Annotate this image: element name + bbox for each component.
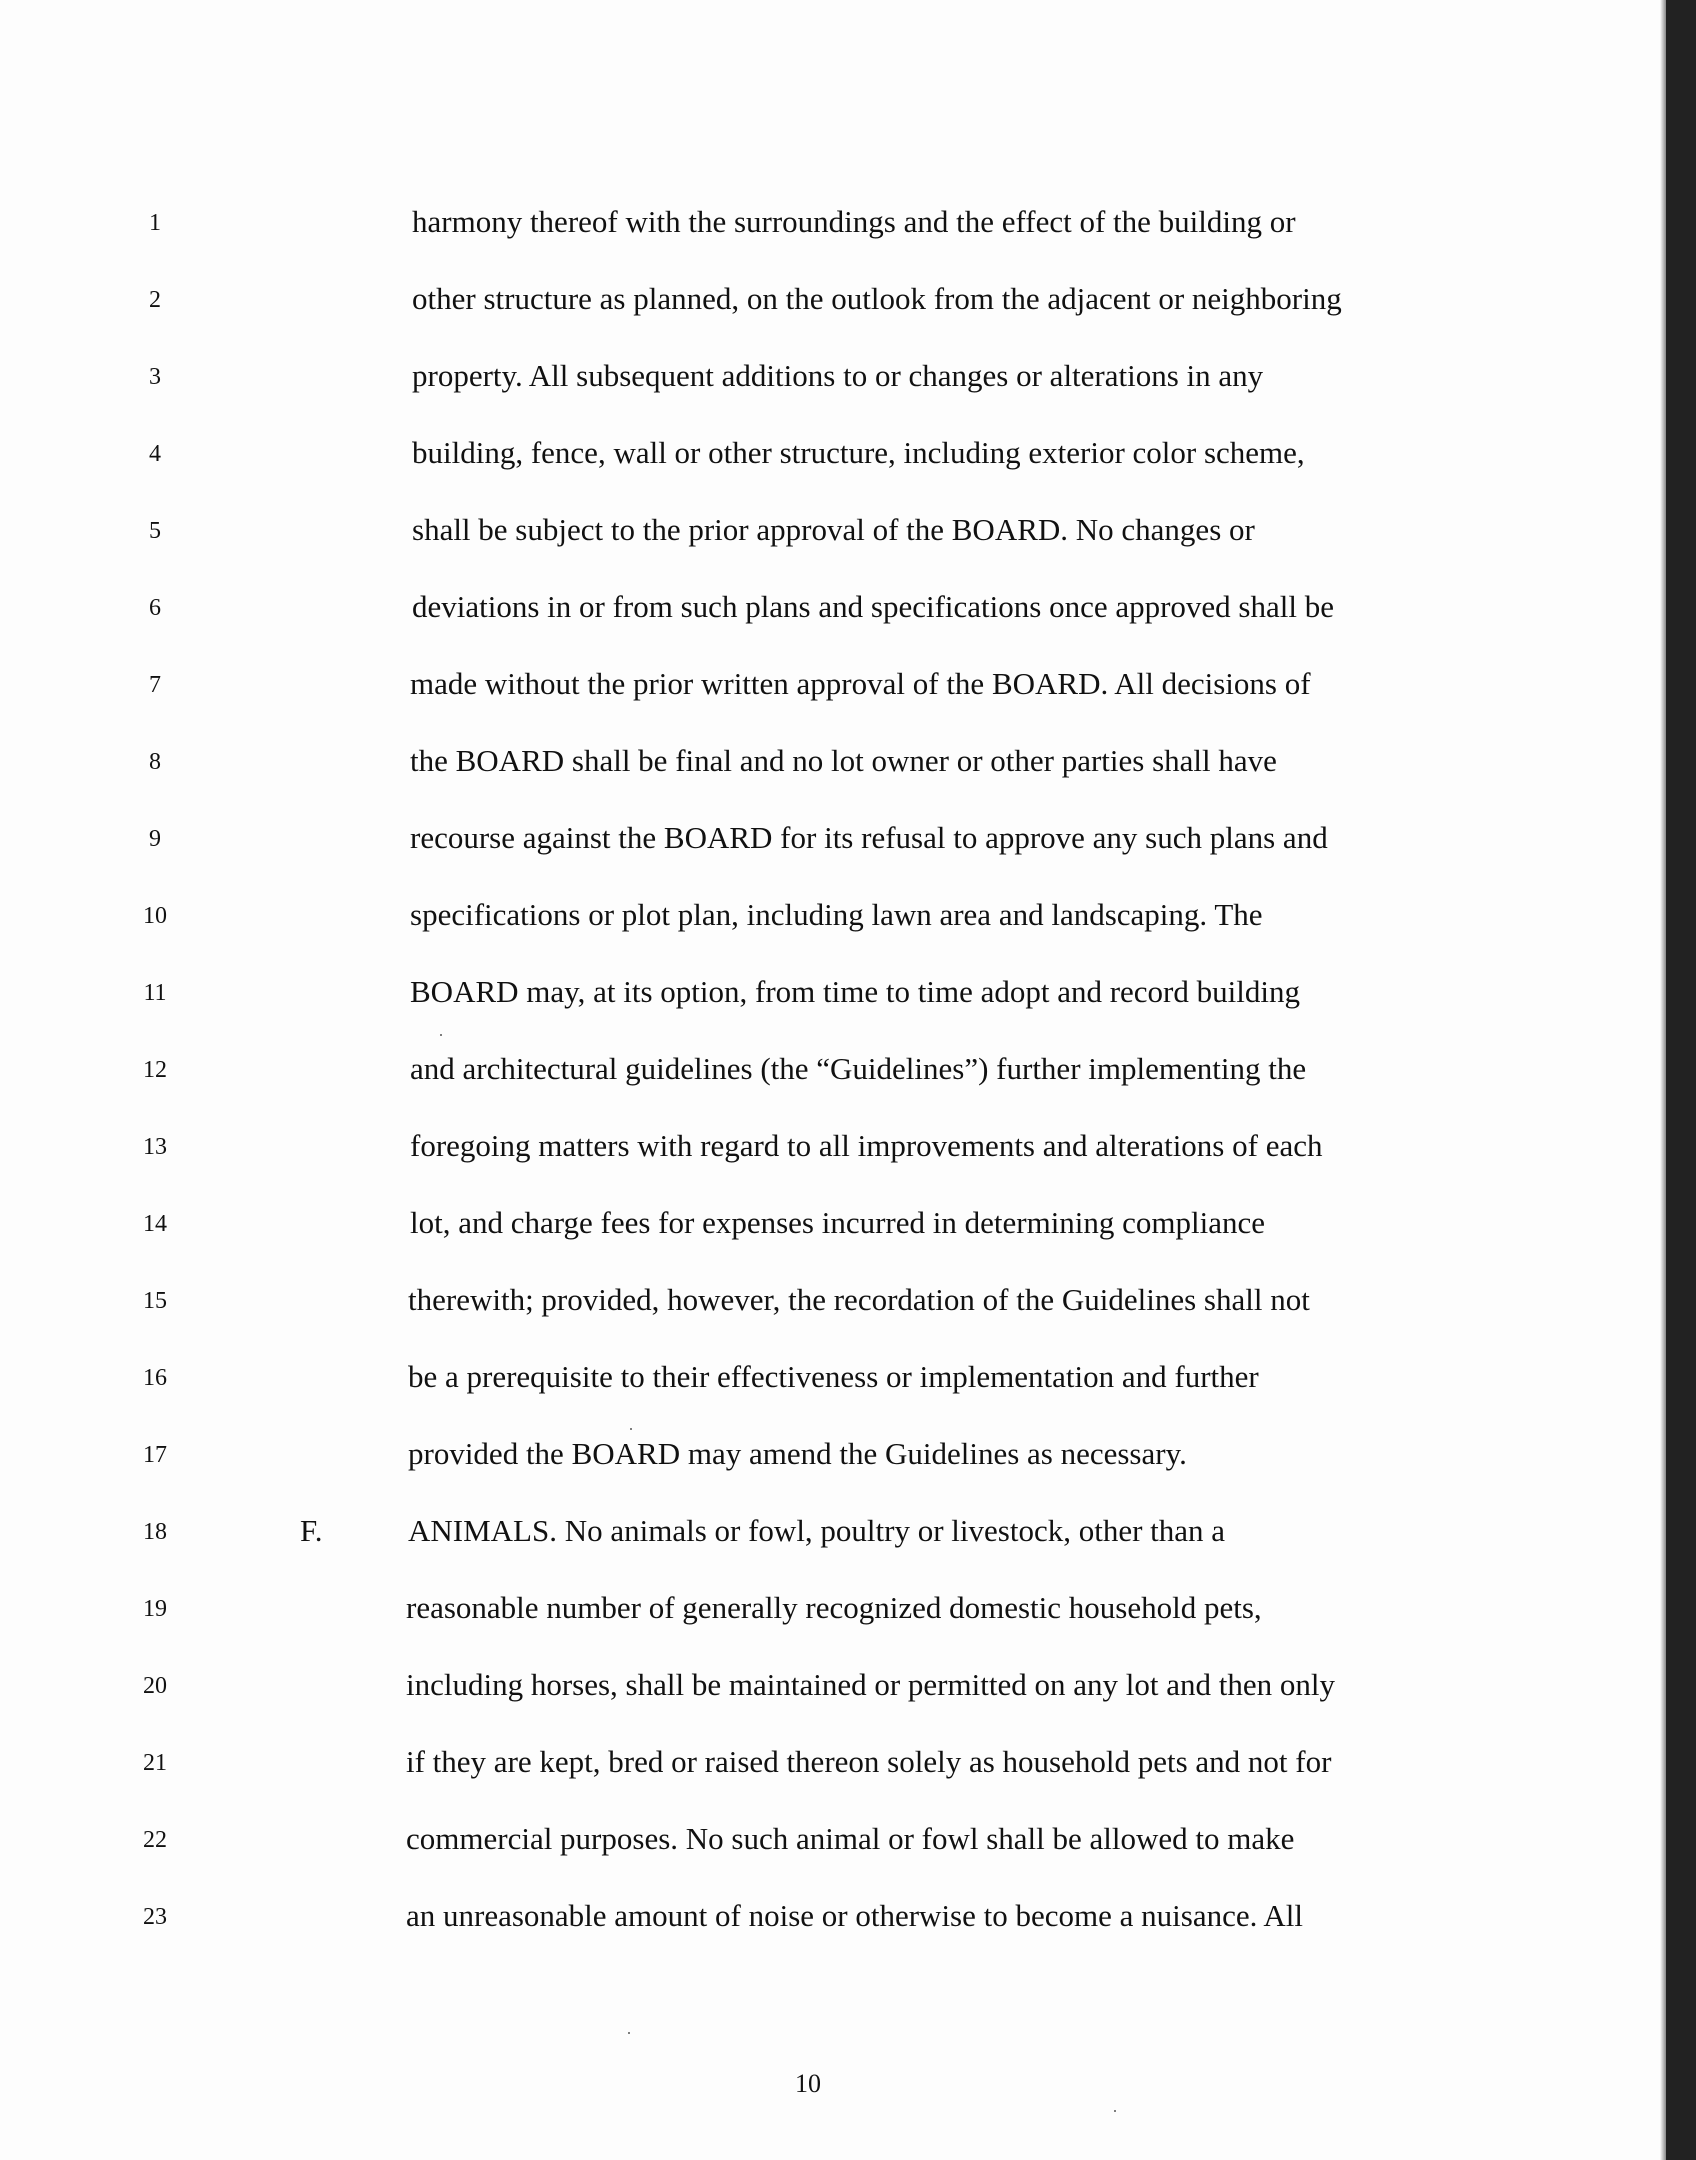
- document-line: [0, 968, 1620, 1045]
- line-number: 23: [143, 1904, 167, 1930]
- line-number: 8: [149, 749, 161, 775]
- line-text: property. All subsequent additions to or changes or alterations in any: [412, 358, 1264, 393]
- section-marker: F.: [300, 1513, 323, 1548]
- document-line: [0, 1584, 1620, 1661]
- line-number: 10: [143, 903, 167, 929]
- line-text: be a prerequisite to their effectiveness or implementation and further: [408, 1359, 1259, 1394]
- line-text: building, fence, wall or other structure, including exterior color scheme,: [412, 435, 1305, 470]
- line-number: 2: [149, 287, 161, 313]
- document-line: [0, 198, 1620, 275]
- line-number: 19: [143, 1596, 167, 1622]
- line-text: ANIMALS. No animals or fowl, poultry or livestock, other than a: [408, 1513, 1226, 1548]
- document-line: [0, 1738, 1620, 1815]
- document-line: [0, 506, 1620, 583]
- scan-edge: [1666, 0, 1696, 2160]
- line-text: reasonable number of generally recognized domestic household pets,: [406, 1590, 1262, 1625]
- line-number: 17: [143, 1442, 167, 1468]
- document-line: [0, 891, 1620, 968]
- document-line: [0, 1276, 1620, 1353]
- line-number: 15: [143, 1288, 167, 1314]
- line-number: 16: [143, 1365, 167, 1391]
- line-number: 1: [149, 210, 161, 236]
- page-number: 10: [795, 2069, 821, 2098]
- document-line: [0, 1507, 1620, 1584]
- line-text: an unreasonable amount of noise or otherwise to become a nuisance. All: [406, 1898, 1304, 1933]
- line-number: 4: [149, 441, 161, 467]
- line-number: 13: [143, 1134, 167, 1160]
- line-text: and architectural guidelines (the “Guidelines”) further implementing the: [410, 1051, 1307, 1086]
- line-number: 12: [143, 1057, 167, 1083]
- document-line: [0, 1199, 1620, 1276]
- line-number: 5: [149, 518, 161, 544]
- document-line: [0, 275, 1620, 352]
- line-number: 3: [149, 364, 161, 390]
- line-number: 21: [143, 1750, 167, 1776]
- line-number: 7: [149, 672, 161, 698]
- document-line: [0, 1353, 1620, 1430]
- line-text: lot, and charge fees for expenses incurred in determining compliance: [410, 1205, 1266, 1240]
- line-text: recourse against the BOARD for its refusal to approve any such plans and: [410, 820, 1328, 855]
- scan-speck: [1114, 2110, 1116, 2112]
- line-text: foregoing matters with regard to all improvements and alterations of each: [410, 1128, 1323, 1163]
- line-text: provided the BOARD may amend the Guidelines as necessary.: [408, 1436, 1187, 1471]
- line-number: 22: [143, 1827, 167, 1853]
- document-line: [0, 1045, 1620, 1122]
- line-text: specifications or plot plan, including lawn area and landscaping. The: [410, 897, 1263, 932]
- document-line: [0, 352, 1620, 429]
- line-number: 14: [143, 1211, 167, 1237]
- line-number: 6: [149, 595, 161, 621]
- line-text: made without the prior written approval of the BOARD. All decisions of: [410, 666, 1311, 701]
- document-line: [0, 1430, 1620, 1507]
- document-line: [0, 1892, 1620, 1969]
- document-line: [0, 1661, 1620, 1738]
- document-line: [0, 1815, 1620, 1892]
- line-number: 20: [143, 1673, 167, 1699]
- line-text: commercial purposes. No such animal or fowl shall be allowed to make: [406, 1821, 1295, 1856]
- scan-speck: [628, 2032, 630, 2034]
- document-line: [0, 583, 1620, 660]
- line-text: other structure as planned, on the outlook from the adjacent or neighboring: [412, 281, 1342, 316]
- line-text: BOARD may, at its option, from time to time adopt and record building: [410, 974, 1300, 1009]
- scan-speck: [630, 1428, 632, 1430]
- line-text: deviations in or from such plans and specifications once approved shall be: [412, 589, 1334, 624]
- line-number: 11: [143, 980, 167, 1006]
- document-line: [0, 660, 1620, 737]
- scan-speck: [440, 1034, 442, 1036]
- document-line: [0, 814, 1620, 891]
- line-text: if they are kept, bred or raised thereon solely as household pets and not for: [406, 1744, 1332, 1779]
- document-line: [0, 1122, 1620, 1199]
- line-text: the BOARD shall be final and no lot owner or other parties shall have: [410, 743, 1277, 778]
- document-line: [0, 429, 1620, 506]
- line-number: 9: [149, 826, 161, 852]
- line-text: including horses, shall be maintained or permitted on any lot and then only: [406, 1667, 1335, 1702]
- line-text: shall be subject to the prior approval of the BOARD. No changes or: [412, 512, 1255, 547]
- document-line: [0, 737, 1620, 814]
- line-text: harmony thereof with the surroundings and the effect of the building or: [412, 204, 1296, 239]
- line-number: 18: [143, 1519, 167, 1545]
- line-text: therewith; provided, however, the recordation of the Guidelines shall not: [408, 1282, 1310, 1317]
